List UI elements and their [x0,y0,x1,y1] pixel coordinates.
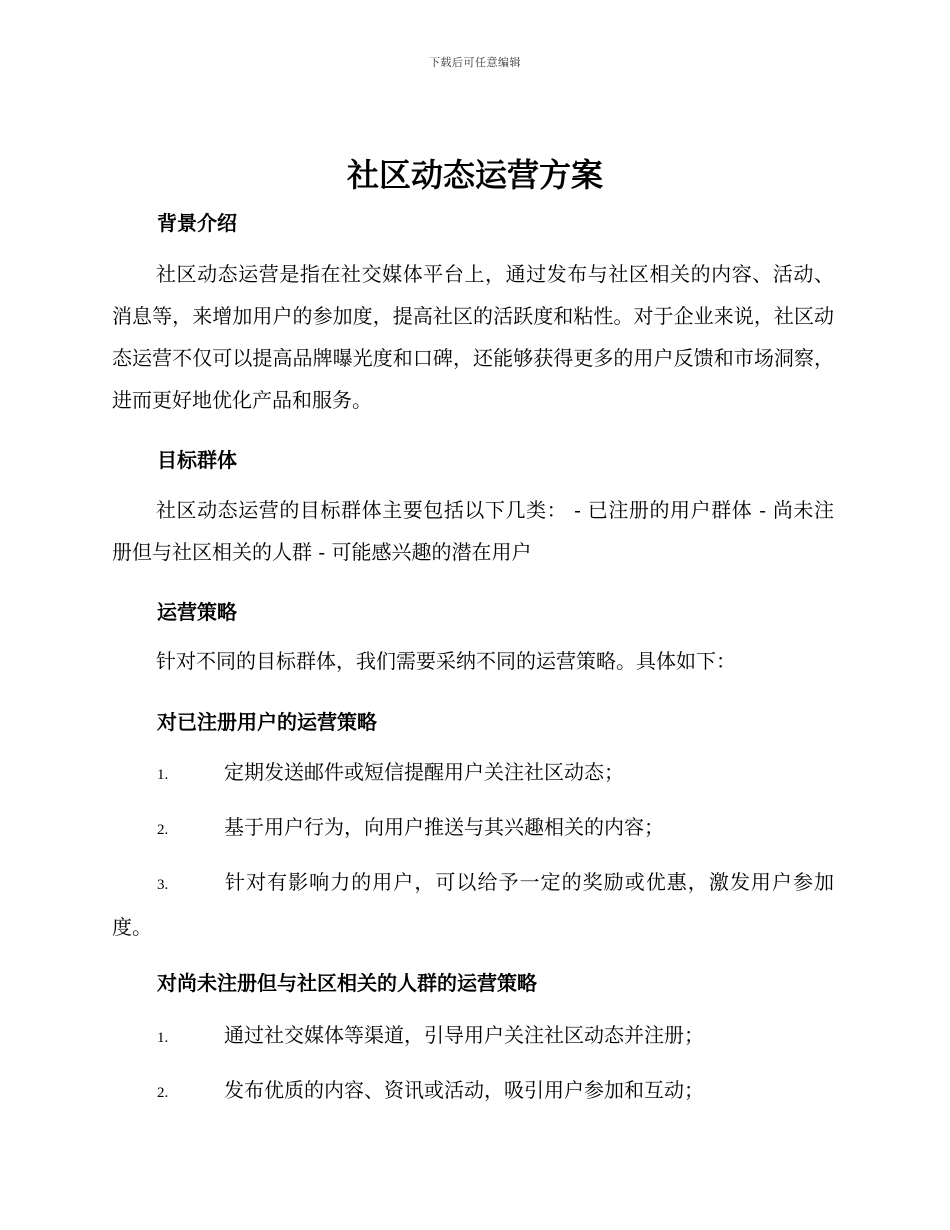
list-item-number: 2. [157,822,169,838]
list-item [112,861,834,948]
section-paragraph-background: 社区动态运营是指在社交媒体平台上，通过发布与社区相关的内容、活动、消息等，来增加用户的参加度，提高社区的活跃度和粘性。对于企业来说，社区动态运营不仅可以提高品牌曝光度和口碑，还能够获得更多的用户反馈和市场洞察，进而更好地优化产品和服务。 [112,262,834,412]
list-item-number: 3. [157,877,169,893]
list-item [112,1069,834,1114]
list-item-number: 1. [157,1030,169,1046]
section-heading-unregistered: 对尚未注册但与社区相关的人群的运营策略 [157,971,537,995]
list-item-number: 2. [157,1085,169,1101]
section-paragraph-target: 社区动态运营的目标群体主要包括以下几类： - 已注册的用户群体 - 尚未注册但与社区相关的人群 - 可能感兴趣的潜在用户 [112,498,834,564]
list-item-number: 1. [157,767,169,783]
section-heading-registered: 对已注册用户的运营策略 [157,710,377,734]
list-item-text: 针对有影响力的用户，可以给予一定的奖励或优惠，激发用户参加度。 [112,870,834,939]
list-item [112,1014,834,1059]
section-heading-target: 目标群体 [157,448,237,472]
list-item-text: 发布优质的内容、资讯或活动，吸引用户参加和互动； [224,1078,704,1102]
section-heading-background: 背景介绍 [157,211,237,235]
list-item-text: 通过社交媒体等渠道，引导用户关注社区动态并注册； [224,1023,704,1047]
list-item-text: 基于用户行为，向用户推送与其兴趣相关的内容； [224,815,664,839]
list-item-text: 定期发送邮件或短信提醒用户关注社区动态； [224,760,624,784]
list-item [112,806,834,851]
list-item [112,751,834,796]
section-heading-strategy: 运营策略 [157,600,237,624]
header-note: 下载后可任意编辑 [429,56,521,69]
document-title: 社区动态运营方案 [346,156,603,194]
section-paragraph-strategy: 针对不同的目标群体，我们需要采纳不同的运营策略。具体如下： [156,649,736,673]
